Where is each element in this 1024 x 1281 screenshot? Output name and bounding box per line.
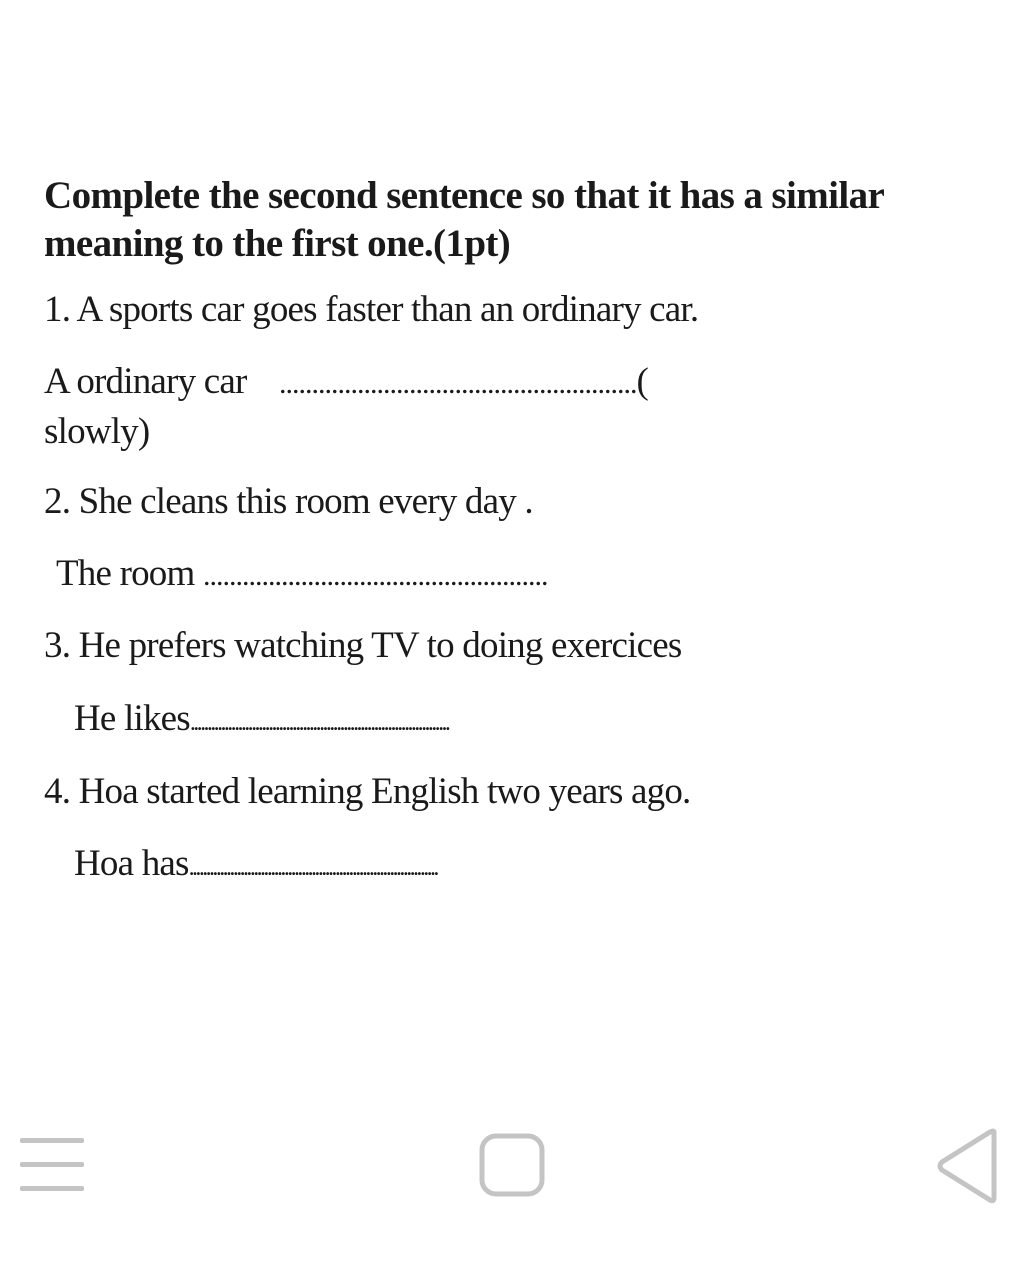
- home-button[interactable]: [478, 1132, 548, 1200]
- item-2-answer-line: [56, 552, 547, 598]
- item-3-prompt: 3. He prefers watching TV to doing exercices: [44, 625, 682, 666]
- item-1-answer-hint: slowly): [44, 411, 150, 452]
- menu-lines-icon: [20, 1132, 84, 1198]
- item-2-answer-start: The room: [56, 553, 195, 594]
- item-4-answer-start: Hoa has: [74, 843, 189, 884]
- menu-button[interactable]: [20, 1132, 84, 1198]
- item-1-answer-blank[interactable]: .......................................................: [278, 367, 637, 400]
- item-2-prompt: 2. She cleans this room every day .: [44, 481, 533, 522]
- back-button[interactable]: [932, 1126, 1004, 1206]
- home-square-icon: [478, 1132, 548, 1200]
- item-3-answer-start: He likes: [74, 698, 190, 739]
- item-1-prompt: 1. A sports car goes faster than an ordinary car.: [44, 289, 699, 330]
- item-4-answer-blank[interactable]: .........................................................................: [188, 855, 437, 881]
- item-4-answer-line: [74, 842, 437, 890]
- item-4-prompt: 4. Hoa started learning English two years ago.: [44, 771, 691, 812]
- item-3-answer-line: [74, 697, 448, 745]
- back-triangle-icon: [932, 1126, 1004, 1206]
- item-3-answer-blank[interactable]: ............................................................................: [189, 710, 449, 736]
- item-1-answer-line: [44, 360, 648, 406]
- instruction-heading: Complete the second sentence so that it has a similar meaning to the first one.(1pt): [44, 174, 884, 265]
- item-1-answer-start: A ordinary car: [44, 361, 247, 402]
- item-2-answer-blank[interactable]: .....................................................: [202, 559, 548, 592]
- navigation-bar: [0, 1110, 1024, 1220]
- item-1-answer-end: (: [636, 361, 648, 402]
